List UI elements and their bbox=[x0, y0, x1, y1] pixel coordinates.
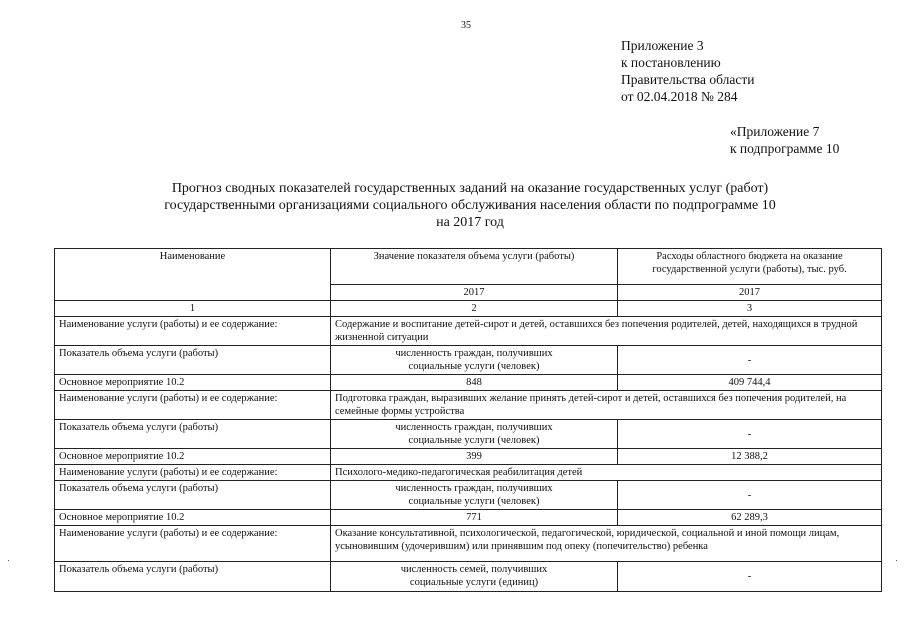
header-expenses: Расходы областного бюджета на оказание государственной услуги (работы), тыс. руб. bbox=[618, 249, 882, 285]
table-row bbox=[55, 391, 882, 420]
event-expenses: 12 388,2 bbox=[618, 449, 882, 465]
table-row bbox=[55, 420, 882, 449]
table-row bbox=[55, 562, 882, 592]
column-number: 3 bbox=[618, 301, 882, 317]
event-label: Основное мероприятие 10.2 bbox=[55, 375, 331, 391]
title-line: Прогноз сводных показателей государственных заданий на оказание государственных услуг (работ) bbox=[171, 181, 769, 196]
event-value: 771 bbox=[331, 510, 618, 526]
indicator-value bbox=[331, 562, 618, 592]
indicator-value bbox=[331, 481, 618, 510]
event-expenses: 62 289,3 bbox=[618, 510, 882, 526]
column-number: 1 bbox=[55, 301, 331, 317]
indicator-value bbox=[331, 346, 618, 375]
indicator-line: численность граждан, получивших bbox=[395, 348, 553, 359]
event-expenses: 409 744,4 bbox=[618, 375, 882, 391]
indicator-line: социальные услуги (человек) bbox=[408, 435, 540, 446]
header-year-expenses: 2017 bbox=[618, 285, 882, 301]
table-row bbox=[55, 510, 882, 526]
indicator-label: Показатель объема услуги (работы) bbox=[55, 562, 331, 592]
indicator-line: численность граждан, получивших bbox=[395, 422, 553, 433]
table-number-row bbox=[55, 301, 882, 317]
forecast-table bbox=[54, 248, 882, 592]
service-description: Психолого-медико-педагогическая реабилитация детей bbox=[331, 465, 882, 481]
table-row bbox=[55, 346, 882, 375]
service-description: Оказание консультативной, психологической, педагогической, юридической, социальной и иной помощи лицам, усыновившим (удочерившим) или принявшим под опеку (попечительство) ребенка bbox=[331, 526, 882, 562]
header-year-volume: 2017 bbox=[331, 285, 618, 301]
title-line: на 2017 год bbox=[436, 215, 504, 230]
indicator-expenses: - bbox=[618, 420, 882, 449]
document-title bbox=[90, 180, 850, 231]
event-label: Основное мероприятие 10.2 bbox=[55, 510, 331, 526]
scan-mark bbox=[896, 560, 897, 561]
indicator-expenses: - bbox=[618, 562, 882, 592]
table-row bbox=[55, 465, 882, 481]
indicator-line: социальные услуги (единиц) bbox=[409, 577, 539, 588]
appendix-line: от 02.04.2018 № 284 bbox=[621, 89, 738, 104]
table-header-row bbox=[55, 249, 882, 285]
indicator-expenses: - bbox=[618, 346, 882, 375]
indicator-value bbox=[331, 420, 618, 449]
appendix-header bbox=[621, 37, 754, 105]
header-volume: Значение показателя объема услуги (работы) bbox=[331, 249, 618, 285]
indicator-line: численность граждан, получивших bbox=[395, 483, 553, 494]
indicator-line: социальные услуги (человек) bbox=[408, 361, 540, 372]
service-description: Содержание и воспитание детей-сирот и детей, оставшихся без попечения родителей, детей, находящихся в трудной жизненной ситуации bbox=[331, 317, 882, 346]
indicator-expenses: - bbox=[618, 481, 882, 510]
table-row bbox=[55, 449, 882, 465]
event-label: Основное мероприятие 10.2 bbox=[55, 449, 331, 465]
column-number: 2 bbox=[331, 301, 618, 317]
appendix-line: к постановлению bbox=[621, 55, 721, 70]
header-name: Наименование bbox=[55, 249, 331, 301]
table-row bbox=[55, 317, 882, 346]
service-description: Подготовка граждан, выразивших желание принять детей-сирот и детей, оставшихся без попечения родителей, на семейные формы устройства bbox=[331, 391, 882, 420]
service-label: Наименование услуги (работы) и ее содержание: bbox=[55, 526, 331, 562]
indicator-line: численность семей, получивших bbox=[400, 564, 548, 575]
appendix-old-line: к подпрограмме 10 bbox=[730, 141, 840, 156]
event-value: 848 bbox=[331, 375, 618, 391]
service-label: Наименование услуги (работы) и ее содержание: bbox=[55, 465, 331, 481]
appendix-line: Приложение 3 bbox=[621, 38, 704, 53]
indicator-label: Показатель объема услуги (работы) bbox=[55, 420, 331, 449]
appendix-line: Правительства области bbox=[621, 72, 755, 87]
table-row bbox=[55, 526, 882, 562]
appendix-old-header bbox=[730, 123, 839, 157]
scan-mark bbox=[8, 560, 9, 561]
title-line: государственными организациями социального обслуживания населения области по подпрограмме 10 bbox=[164, 198, 776, 213]
page-number: 35 bbox=[461, 20, 471, 31]
indicator-label: Показатель объема услуги (работы) bbox=[55, 481, 331, 510]
table-row bbox=[55, 375, 882, 391]
service-label: Наименование услуги (работы) и ее содержание: bbox=[55, 317, 331, 346]
event-value: 399 bbox=[331, 449, 618, 465]
service-label: Наименование услуги (работы) и ее содержание: bbox=[55, 391, 331, 420]
appendix-old-line: «Приложение 7 bbox=[730, 124, 820, 139]
indicator-label: Показатель объема услуги (работы) bbox=[55, 346, 331, 375]
table-row bbox=[55, 481, 882, 510]
indicator-line: социальные услуги (человек) bbox=[408, 496, 540, 507]
